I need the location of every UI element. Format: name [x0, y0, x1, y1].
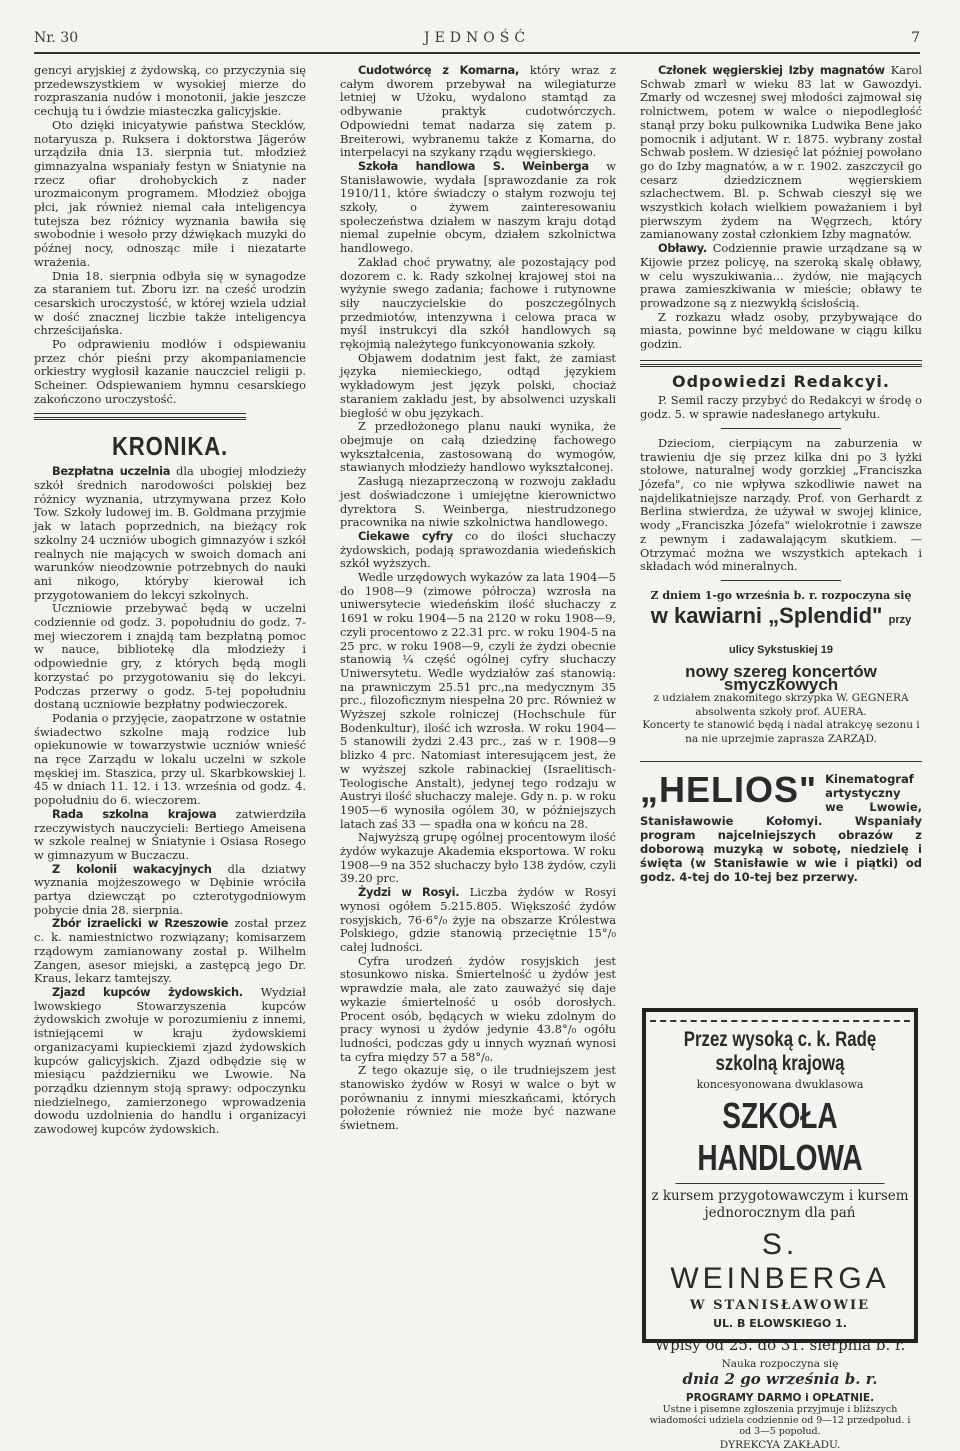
advert-city: W STANISŁAWOWIE [689, 1298, 871, 1313]
helios-logo: „HELIOS" [640, 768, 818, 810]
article-text: który wraz z całym dworem przebywał na wilegiaturze letniej w Użoku, wydalono stamtąd za odbywanie praktyk cudotwórczych. Odpowiedni temat nadarza się zatem p. Breiterowi, wybranemu także z Komarna, do interpelacyi na szykany rządu węgierskiego. [340, 63, 616, 160]
advert-splendid-cafe [640, 589, 922, 747]
advert-signature: DYREKCYA ZAKŁADU. [719, 1439, 841, 1451]
paragraph: Uczniowie przebywać będą w uczelni codziennie od godz. 3. popołudniu do godz. 7-mej wieczorem i znajdą tam bezpłatną pomoc w nauce, bibliotekę dla młodzieży i odpowiednie gry, z których będą mogli korzystać po przygotowaniu się do lekcyi. Podczas przerwy o godz. 5-tej popołudniu dostaną uczniowie bezpłatny podwieczorek. [34, 601, 306, 712]
paragraph: Zasługą niezaprzeczoną w rozwoju zakładu jest doświadczone i umiejętne kierownictwo dyrektora S. Weinberga, niestrudzonego pracownika na niwie szkolnictwa handlowego. [340, 474, 616, 530]
paragraph: Najwyższą grupę ogólnej procentowym ilość żydów wykazuje Akademia eksportowa. W roku 1908—9 na 352 słuchaczy było 138 żydów, czyli 39.20 prc. [340, 830, 616, 886]
column-2 [340, 64, 616, 1133]
paragraph: Z rozkazu władz osoby, przybywające do miasta, powinne być meldowane w ciągu kilku godzin. [640, 309, 922, 352]
paragraph: Z przedłożonego planu nauki wynika, że obejmuje on całą dziedzinę fachowego wykształcenia, zastosowaną do wymogów, stawianych młodzieży handlowo wykształconej. [340, 419, 616, 475]
page-number: 7 [911, 30, 920, 46]
advert-line: z udziałem znakomitego skrzypka W. GEGNERA absolwenta szkoły prof. AUERA. [653, 692, 909, 718]
article-headline: Zjazd kupców żydowskich. [52, 985, 243, 999]
paragraph: Z tego okazuje się, o ile trudniejszem jest stanowisko żydów w Rosyi w walce o byt w porównaniu z innymi mieszkańcami, których położenie również nie może być nazwane świetnem. [340, 1063, 616, 1133]
decorative-border [650, 1012, 910, 1022]
helios-text: Kinematograf artystyczny we Lwowie, Stanisławowie Kołomyi. Wspaniały program najcelniejszych obrazów z doborową muzyką w sobotę, niedzielę i święta (w Stanisławie w wie i piątki) od godz. 4-tej do 10-tej bez przerwy. [640, 771, 922, 884]
paragraph: Cyfra urodzeń żydów rosyjskich jest stosunkowo niska. Śmiertelność u żydów jest wprawdzie mała, ale zato zauważyć się daje wykazie śmiertelność u osób dorosłych. Procent osób, będących w wieku zdolnym do pracy wynosi u żydów jedynie 43.8°/₀ ogółu ludności, podczas gdy u innych wyznań wynosi ta cyfra między 57 a 58°/₀. [340, 953, 616, 1064]
article-text: Karol Schwab zmarł w wieku 83 lat w Gawozdyi. Zmarły od wczesnej swej młodości zajmował się rolnictwem, potem w walce o niepodległość stanął przy boku pulkownika Ludwika Bene jako pomocnik i adjutant. W r. 1875. wybrany został Schwab posłem. W dziesięć lat później powołano go do Izby magnatów, a w r. 1902. zaszczycił go cesarz dziedzicznem węgierskiem szlachectwem. Bl. p. Schwab cieszył się we wszystkich kołach wielkiem poważaniem i był pierwszym żydem na Węgrzech, który zamianowany został członkiem Izby magnatów. [640, 63, 922, 242]
article-text: Liczba żydów w Rosyi wynosi ogółem 5.215.805. Większość żydów rosyjskich, 76·6°/₀ żyje na obszarze Królestwa Polskiego, gdzie stanowią przeciętnie 15°/₀ całej ludności. [340, 885, 616, 954]
article-text: Wydział lwowskiego Stowarzyszenia kupców żydowskich zwołuje w porozumieniu z innemi, istniejącemi w kraju żydowskiemi organizacyami kupieckiemi zjazd żydowskich kupców galicyjskich. Zjazd odbędzie się w miesiącu październiku we Lwowie. Na porządku dziennym stoją sprawy: odpoczynku niedzielnego, zamierzonego wprowadzenia dowodu uzdolnienia do handlu i organizacyi zawodowej kupców żydowskich. [34, 985, 306, 1137]
article-text: co do ilości słuchaczy żydowskich, podają sprawozdania wiedeńskich szkół wyższych. [340, 528, 616, 571]
advert-line: PROGRAMY DARMO i OPŁATNIE. [685, 1392, 875, 1404]
article-headline: Członek węgierskiej Izby magnatów [658, 63, 885, 77]
article-headline: Ciekawe cyfry [358, 528, 453, 543]
advert-line: Koncerty te stanowić będą i nadal atrakcyę sezonu i na nie uprzejmie zaprasza ZARZĄD. [642, 719, 920, 746]
issue-number: Nr. 30 [34, 30, 79, 46]
paragraph: gencyi aryjskiej z żydowską, co przyczynia się przedewszystkiem w wysokiej mierze do rozpraszania nudów i monotonii, jakie jeszcze cechują tu i ówdzie miasteczka galicyjskie. [34, 63, 306, 119]
advert-line: Przez wysoką c. k. Radę szkolną krajową [683, 1028, 877, 1075]
header-rule [34, 52, 920, 54]
article-headline: Szkoła handlowa S. Weinberga [358, 158, 589, 173]
page-header [34, 28, 920, 50]
advert-line: Nauka rozpoczyna się [721, 1358, 839, 1370]
article-headline: Cudotwórcę z Komarna, [358, 63, 519, 77]
advert-line: koncesyonowana dwuklasowa [696, 1078, 864, 1091]
advert-line: przy ulicy Sykstuskiej 19 [729, 613, 912, 656]
short-rule [721, 428, 841, 429]
advert-text-franciszek-jozef: Dzieciom, cierpiącym na zaburzenia w trawieniu dje się przez kilka dni po 3 łyżki stołowe, naturalnej wody gorzkiej „Franciszka Józefa", co nie wpływa szkodliwie nawet na najdelikatniejsze narządy. Prof. von Gerhardt z Berlina stwierdza, że używał w swojej klinice, wody „Franciszka Józefa" wielokrotnie i zawsze z pewnym i zadawalającym skutkiem. — Otrzymać można we wszystkich aptekach i składach wód mineralnych. [640, 435, 922, 574]
advert-title: SZKOŁA HANDLOWA [675, 1095, 884, 1184]
paragraph: Dnia 18. sierpnia odbyła się w synagodze za staraniem tut. Zboru izr. na cześć urodzin cesarskich uroczystość, w której wziela udział w dość znacznej liczbie także inteligencya chrześcijańska. [34, 268, 306, 338]
advert-line: Ustne i pisemne zgłoszenia przyjmuje i bliższych wiadomości udziela codziennie od 9—12 przedpołud. i od 3—5 popołud. [649, 1404, 911, 1437]
article-text: dla ubogiej młodzieży szkół średnich narodowości polskiej bez różnicy wyznania, utrzymywana przez Koło Tow. Szkoły ludowej im. B. Goldmana przyjmie jak w latach poprzednich, na bieżący rok szkolny 24 uczniów ubogich gimnazyów i szkół realnych nie mających w swoich domach ani warunków nieodzownie potrzebnych do nauki ani nikogo, któryby kierował ich przygotowaniem do lekcyi szkolnych. [34, 464, 307, 602]
advert-school-name: S. WEINBERGA [670, 1228, 890, 1295]
advert-enrolment: Wpisy od 25. do 31. sierpnia b. r. [654, 1336, 906, 1354]
section-divider [640, 360, 922, 367]
advert-line: w kawiarni „Splendid" [650, 602, 883, 628]
masthead-title: JEDNOŚĆ [423, 30, 531, 46]
section-title-kronika: KRONIKA. [111, 430, 229, 461]
article-headline: Zbór izraelicki w Rzeszowie [52, 916, 229, 931]
advert-line: nowy szereg koncertów smyczkowych [685, 661, 877, 695]
advert-line: z kursem przygotowawczym i kursem jednorocznym dla pań [651, 1188, 909, 1221]
paragraph: Podania o przyjęcie, zaopatrzone w ostatnie świadectwo szkolne mają rodzice lub opiekunowie w towarzystwie uczniów wnieść na ręce Zarządu w lokalu uczelni w szkole męskiej im. Staszica, przy ul. Skarbkowskiej l. 45 w dniach 11. 12. i 13. września od godz. 4. popołudniu do 6. wieczorem. [34, 710, 306, 808]
article-headline: Obławy. [658, 241, 707, 256]
article-headline: Bezpłatna uczelnia [52, 464, 171, 479]
paragraph: Wedle urzędowych wykazów za lata 1904—5 do 1908—9 (zimowe półrocza) wzrosła na uniwersytecie wiedeńskim ilość słuchaczy z 1691 w roku 1904—5 na 2120 w roku 1908—9, czyli procentowo z 22.31 prc. w roku 1904-5 na 25 prc. w roku 1908—9, czyli że żydzi obecnie stanowią ¼ część ogólnej cyfry słuchaczy Uniwersytetu. Wedle wydziałów zaś stanowią: na prawniczym 25.51 prc.,na medycznym 35 prc., filozoficznym niespełna 20 prc. Również w Wyższej szkole rolniczej (Hochschule für Bodenkultur), ilość ich wzrosła. W roku 1904—5 stanowili żydzi 2.43 prc., zaś w r. 1908—9 blizko 4 prc. Natomiast interesującem jest, że w wyższej szkole rabinackiej (Israelitisch-Teologische Anstalt), jedynej tego rodzaju w Austryi ilość słuchaczy maleje. Gdy n. p. w roku 1905—6 wynosiła ogólem 30, w późniejszych latach zaś 33 — spadła ona w końcu na 28. [340, 570, 616, 831]
column-3 [640, 64, 922, 884]
section-title-odpowiedzi: Odpowiedzi Redakcyi. [672, 371, 890, 391]
article-text: został przez c. k. namiestnictwo rozwiązany; komisarzem rządowym zamianowany został p. Wilhelm Zangen, asesor miejski, a zastępcą jego Dr. Kraus, lekarz tamtejszy. [34, 916, 306, 986]
short-rule [721, 580, 841, 581]
column-1 [34, 64, 306, 1137]
advert-helios-cinema [640, 761, 922, 884]
article-headline: Rada szkolna krajowa [52, 806, 217, 821]
advert-address: UL. B ELOWSKIEGO 1. [713, 1317, 847, 1330]
article-text: w Stanisławowie, wydała [sprawozdanie za rok 1910/11, które świadczy o stałym rozwoju tej szkoły, o żywem zainteresowaniu społeczeństwa działem w naszym kraju dotąd niemal zupełnie obcym, działem szkolnictwa handlowego. [340, 158, 616, 256]
article-text: Codziennie prawie urządzane są w Kijowie przez policyę, na szeroką skalę obławy, w celu wyszukiwania... żydów, nie mających prawa zamieszkiwania w mieście; obławy te prowadzone są z niezwykłą ścisłością. [640, 241, 922, 310]
paragraph: Zakład choć prywatny, ale pozostający pod dozorem c. k. Rady szkolnej krajowej stoi na wyżynie swego zadania; fachowe i rutynowne siły nauczycielskie do poszczególnych przedmiotów, intenzywna i celowa praca w myśl instrukcyi dla szkół handlowych są rękojmią należytego funkcyonowania szkoły. [340, 254, 616, 352]
paragraph: Po odprawieniu modłów i odspiewaniu przez chór pieśni przy akompaniamencie orkiestry wygłosił kazanie nauczciel religii p. Scheiner. Odspiewaniem hymnu cesarskiego zakończono uroczystość. [34, 337, 306, 406]
article-headline: Żydzi w Rosyi. [358, 885, 460, 900]
advert-line: Z dniem 1-go września b. r. rozpoczyna się [650, 588, 912, 602]
section-divider [34, 413, 246, 420]
paragraph: P. Semil raczy przybyć do Redakcyi w środę o godz. 5. w sprawie nadesłanego artykułu. [640, 393, 922, 422]
article-text: zatwierdziła rzeczywistych nauczycieli: Bertiego Ameisena w szkole realnej w Śniatynie i Osiasa Rosego w gimnazyum w Buczaczu. [34, 806, 306, 862]
paragraph: Objawem dodatnim jest fakt, że zamiast języka niemieckiego, odtąd językiem wykładowym jest język polski, chociaż staraniem zakładu jest, by absolwenci uzyskali biegłość w obu językach. [340, 350, 616, 420]
advert-weinberg-school [642, 1008, 918, 1451]
paragraph: Oto dzięki inicyatywie państwa Stecklów, notaryusza p. Ruksera i doktorstwa Jägerów urządziła dnia 13. sierpnia tut. młodzież gimnazyalna wspaniały festyn w Śniatynie na rzecz ofiar drohobyckich z nader urozmaiconym programem. Młodzież obojga płci, jak również niemal cała inteligencya tutejsza bez różnicy wyznania bawiła się swobodnie i wesoło przy dźwiękach muzyki do późnej nocy, odnosząc miłe i niezatarte wrażenia. [34, 117, 306, 269]
advert-start-date: dnia 2 go września b. r. [682, 1370, 878, 1388]
article-text: dla dziatwy wyznania mojżeszowego w Dębinie wróciła partya dziewcząt po czterotygodniowym pobycie dnia 28. sierpnia. [34, 861, 306, 917]
article-headline: Z kolonii wakacyjnych [52, 861, 212, 876]
